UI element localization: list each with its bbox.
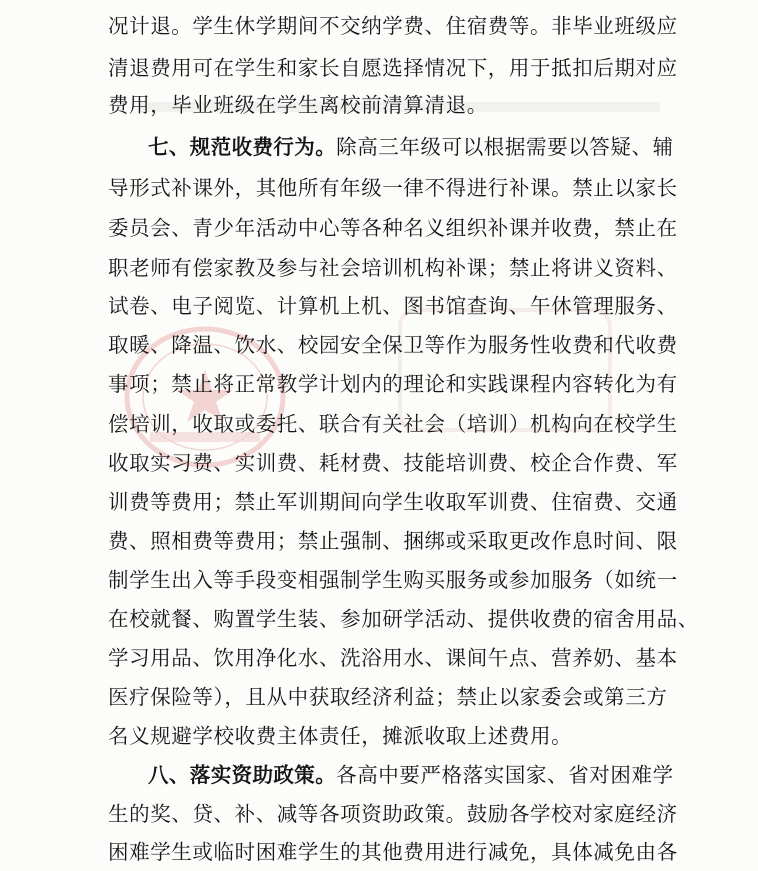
section-heading: 八、落实资助政策。	[148, 763, 337, 787]
text-line: 况计退。学生休学期间不交纳学费、住宿费等。非毕业班级应	[108, 14, 678, 38]
text-line: 费用，毕业班级在学生离校前清算清退。	[108, 93, 488, 117]
text-line: 费、照相费等费用；禁止强制、捆绑或采取更改作息时间、限	[108, 529, 678, 553]
text-line: 清退费用可在学生和家长自愿选择情况下，用于抵扣后期对应	[108, 56, 678, 80]
text-line: 困难学生或临时困难学生的其他费用进行减免，具体减免由各	[108, 840, 678, 864]
text-line: 事项；禁止将正常教学计划内的理论和实践课程内容转化为有	[108, 372, 678, 396]
text-line: 生的奖、贷、补、减等各项资助政策。鼓励各学校对家庭经济	[108, 802, 678, 826]
text-line: 学习用品、饮用净化水、洗浴用水、课间午点、营养奶、基本	[108, 646, 678, 670]
text-line: 试卷、电子阅览、计算机上机、图书馆查询、午休管理服务、	[108, 294, 678, 318]
text-line: 收取实习费、实训费、耗材费、技能培训费、校企合作费、军	[108, 451, 678, 475]
text-line: 偿培训，收取或委托、联合有关社会（培训）机构向在校学生	[108, 412, 678, 436]
text-line: 委员会、青少年活动中心等各种名义组织补课并收费，禁止在	[108, 216, 678, 240]
text-line: 医疗保险等），且从中获取经济利益；禁止以家委会或第三方	[108, 685, 668, 709]
text-line: 取暖、降温、饮水、校园安全保卫等作为服务性收费和代收费	[108, 333, 678, 357]
section-heading-line: 八、落实资助政策。各高中要严格落实国家、省对困难学	[148, 763, 674, 787]
text-line: 职老师有偿家教及参与社会培训机构补课；禁止将讲义资料、	[108, 256, 678, 280]
section-heading: 七、规范收费行为。	[148, 135, 337, 159]
text-line: 制学生出入等手段变相强制学生购买服务或参加服务（如统一	[108, 568, 678, 592]
section-heading-line: 七、规范收费行为。除高三年级可以根据需要以答疑、辅	[148, 135, 674, 159]
text-line: 在校就餐、购置学生装、参加研学活动、提供收费的宿舍用品、	[108, 607, 699, 631]
text-line: 名义规避学校收费主体责任，摊派收取上述费用。	[108, 724, 573, 748]
text-line: 训费等费用；禁止军训期间向学生收取军训费、住宿费、交通	[108, 490, 678, 514]
text-line: 导形式补课外，其他所有年级一律不得进行补课。禁止以家长	[108, 176, 678, 200]
